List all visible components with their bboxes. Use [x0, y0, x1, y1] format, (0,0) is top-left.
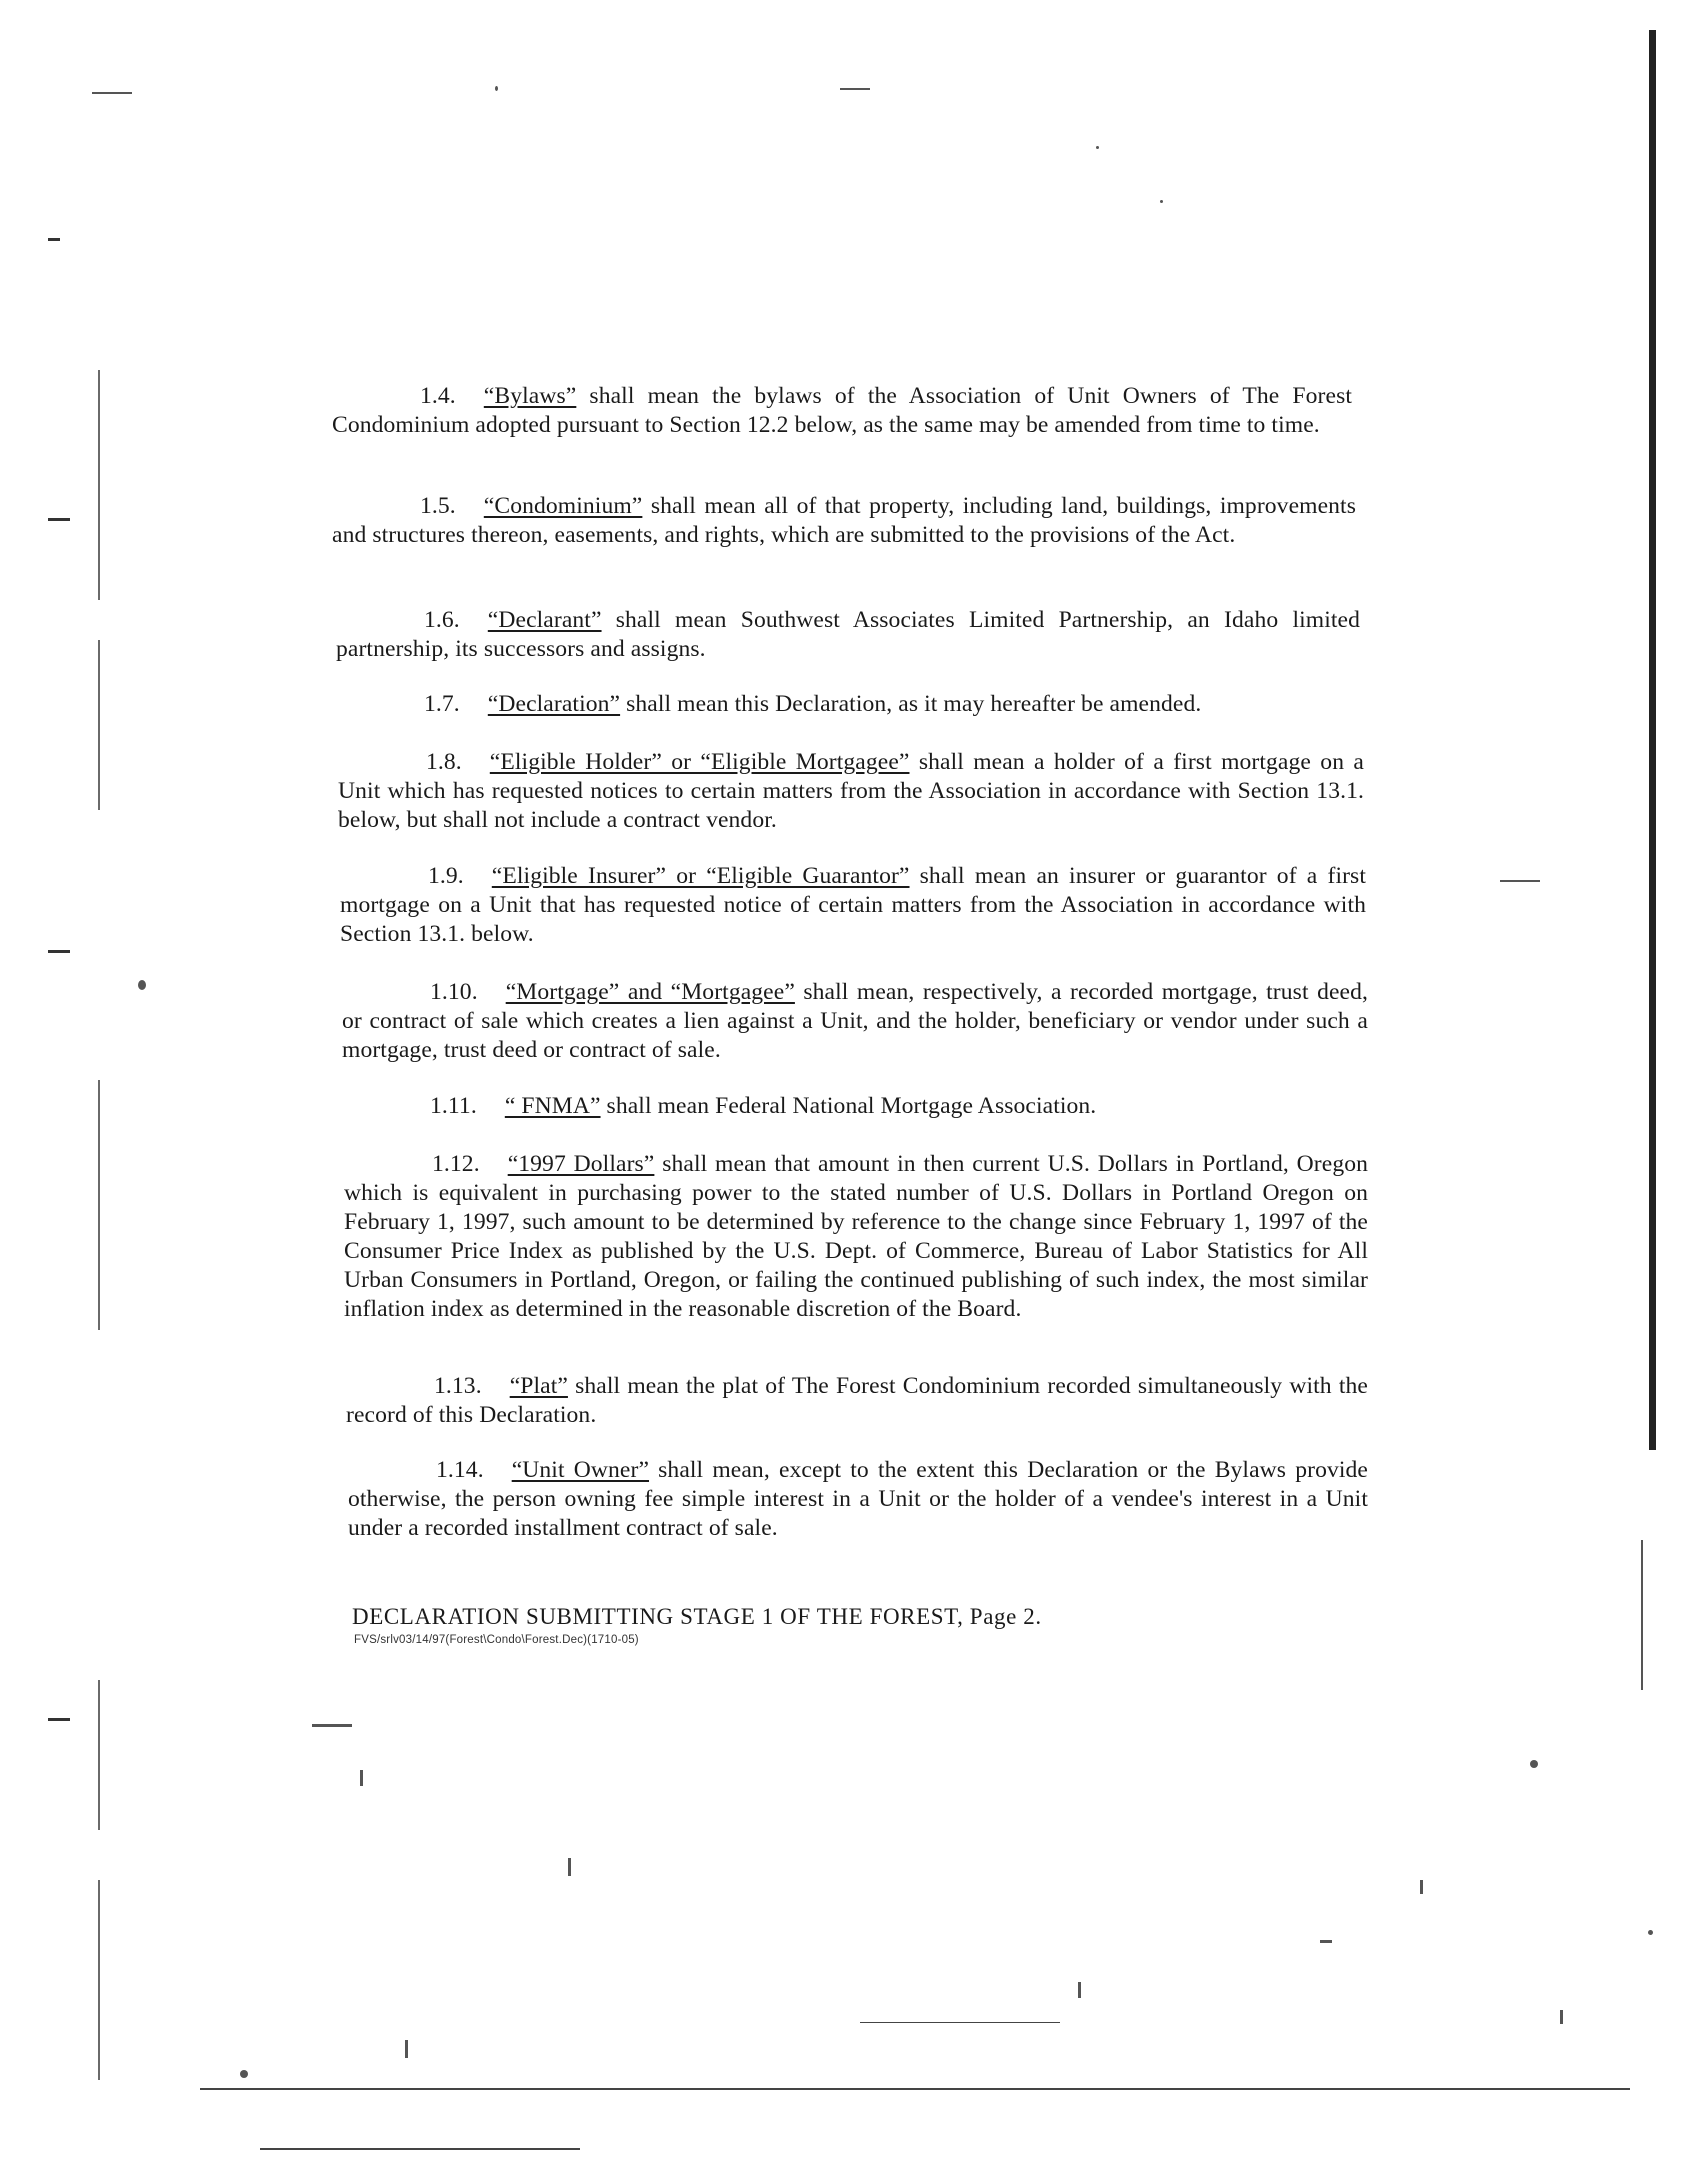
definition-paragraph-1-8	[338, 748, 1364, 835]
scan-speck	[138, 980, 146, 990]
definition-text: shall mean an insurer or guarantor of a first mortgage on a Unit that has requested notice of certain matters from the Association in accordance with Section 13.1. below.	[340, 863, 1366, 947]
section-number: 1.11.	[430, 1093, 477, 1119]
scan-edge-shadow	[1649, 30, 1656, 1450]
scan-speck	[1500, 880, 1540, 882]
scan-edge-line-left	[98, 1680, 100, 1830]
definition-paragraph-1-13	[346, 1372, 1368, 1430]
definition-text: shall mean that amount in then current U.S. Dollars in Portland, Oregon which is equivalent in purchasing power to the stated number of U.S. Dollars in Portland Oregon on February 1, 1997, such amount to be determined by reference to the change since February 1, 1997 of the Consumer Price Index as published by the U.S. Dept. of Commerce, Bureau of Labor Statistics for All Urban Consumers in Portland, Oregon, or failing the continued publishing of such index, the most similar inflation index as determined in the reasonable discretion of the Board.	[344, 1151, 1369, 1322]
definition-paragraph-1-4	[332, 382, 1352, 440]
defined-term: “Eligible Insurer” or “Eligible Guarantor”	[491, 863, 910, 889]
scan-bottom-rule	[260, 2148, 580, 2150]
definition-text: shall mean, respectively, a recorded mortgage, trust deed, or contract of sale which creates a lien against a Unit, and the holder, beneficiary or vendor under such a mortgage, trust deed or contract of sale.	[342, 979, 1369, 1063]
defined-term: “Bylaws”	[483, 383, 577, 409]
scan-speck	[1078, 1982, 1081, 1998]
page-footer-title: DECLARATION SUBMITTING STAGE 1 OF THE FOREST, Page 2.	[352, 1604, 1042, 1629]
definition-text: shall mean, except to the extent this Declaration or the Bylaws provide otherwise, the person owning fee simple interest in a Unit or the holder of a vendee's interest in a Unit under a recorded installment contract of sale.	[348, 1457, 1368, 1541]
scan-bottom-rule	[200, 2088, 1630, 2090]
scan-edge-line-left	[98, 640, 100, 810]
definition-text: shall mean all of that property, including land, buildings, improvements and structures thereon, easements, and rights, which are submitted to the provisions of the Act.	[332, 493, 1356, 548]
definition-text: shall mean the bylaws of the Association of Unit Owners of The Forest Condominium adopted pursuant to Section 12.2 below, as the same may be amended from time to time.	[332, 383, 1352, 438]
definition-paragraph-1-11	[342, 1092, 1368, 1121]
scan-speck	[1560, 2010, 1563, 2024]
section-number: 1.14.	[436, 1457, 484, 1483]
scan-speck	[1320, 1940, 1332, 1943]
definition-paragraph-1-12	[344, 1150, 1368, 1324]
scan-edge-line-left	[98, 1080, 100, 1330]
scan-speck	[405, 2040, 408, 2058]
scan-speck	[360, 1770, 363, 1786]
section-number: 1.13.	[434, 1373, 482, 1399]
scan-speck	[92, 92, 132, 94]
scan-edge-line-left	[98, 370, 100, 600]
definition-paragraph-1-5	[332, 492, 1356, 550]
defined-term: “Condominium”	[483, 493, 643, 519]
scan-edge-line-left	[98, 1880, 100, 2080]
definition-text: shall mean a holder of a first mortgage on a Unit which has requested notices to certain matters from the Association in accordance with Section 13.1. below, but shall not include a contract vendor.	[338, 749, 1364, 833]
defined-term: “Mortgage” and “Mortgagee”	[505, 979, 795, 1005]
scan-bottom-rule	[860, 2022, 1060, 2023]
definition-text: shall mean the plat of The Forest Condominium recorded simultaneously with the record of this Declaration.	[346, 1373, 1368, 1428]
defined-term: “Plat”	[509, 1373, 568, 1399]
section-number: 1.8.	[426, 749, 462, 775]
scan-mark	[48, 238, 60, 241]
scan-speck	[1420, 1880, 1423, 1894]
section-number: 1.9.	[428, 863, 464, 889]
scan-mark	[48, 950, 70, 953]
definition-paragraph-1-10	[342, 978, 1368, 1065]
definition-text: shall mean this Declaration, as it may hereafter be amended.	[620, 691, 1202, 717]
defined-term: “Unit Owner”	[511, 1457, 650, 1483]
definition-text: shall mean Southwest Associates Limited Partnership, an Idaho limited partnership, its successors and assigns.	[336, 607, 1360, 662]
section-number: 1.6.	[424, 607, 460, 633]
scan-speck	[312, 1724, 352, 1727]
scan-speck	[568, 1858, 571, 1876]
definition-paragraph-1-9	[340, 862, 1366, 949]
section-number: 1.5.	[420, 493, 456, 519]
scan-speck	[1096, 146, 1099, 149]
scan-speck	[840, 88, 870, 90]
page-footer-reference: FVS/srlv03/14/97(Forest\Condo\Forest.Dec)(1710-05)	[354, 1634, 639, 1646]
defined-term: “1997 Dollars”	[507, 1151, 655, 1177]
definition-paragraph-1-6	[336, 606, 1360, 664]
scan-speck	[1530, 1760, 1538, 1768]
defined-term: “ FNMA”	[504, 1093, 601, 1119]
defined-term: “Eligible Holder” or “Eligible Mortgagee”	[489, 749, 910, 775]
section-number: 1.4.	[420, 383, 456, 409]
section-number: 1.12.	[432, 1151, 480, 1177]
scan-speck	[495, 86, 498, 91]
scan-speck	[1160, 200, 1163, 203]
defined-term: “Declarant”	[487, 607, 602, 633]
scan-speck	[240, 2070, 248, 2078]
definition-text: shall mean Federal National Mortgage Association.	[600, 1093, 1097, 1119]
section-number: 1.10.	[430, 979, 478, 1005]
scan-speck	[1648, 1930, 1653, 1935]
scan-edge-line	[1641, 1540, 1643, 1690]
definition-paragraph-1-14	[348, 1456, 1368, 1543]
section-number: 1.7.	[424, 691, 460, 717]
scan-mark	[48, 518, 70, 521]
scan-mark	[48, 1718, 70, 1721]
defined-term: “Declaration”	[487, 691, 621, 717]
definition-paragraph-1-7	[336, 690, 1366, 719]
